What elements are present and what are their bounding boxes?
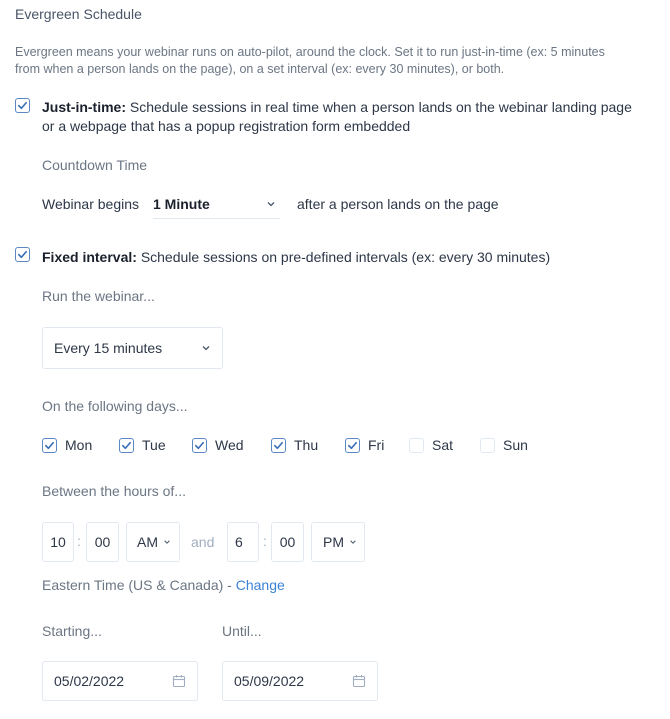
check-icon [17, 100, 28, 111]
just-in-time-label-text: Schedule sessions in real time when a person lands on the webinar landing page or a webpage that has a popup registration form embedded [42, 99, 632, 134]
day-thu-label: Thu [294, 437, 319, 453]
end-date-input[interactable] [222, 661, 378, 701]
day-sun-checkbox[interactable] [480, 438, 495, 453]
just-in-time-checkbox[interactable] [15, 98, 30, 113]
day-thu-checkbox[interactable] [271, 438, 286, 453]
day-sat-checkbox[interactable] [409, 438, 424, 453]
end-ampm-value: PM [323, 534, 344, 550]
check-icon [273, 440, 284, 451]
start-date-value: 05/02/2022 [54, 673, 125, 689]
interval-select-value: Every 15 minutes [54, 340, 163, 356]
calendar-icon [172, 674, 186, 688]
check-icon [347, 440, 358, 451]
end-ampm-select[interactable] [311, 522, 365, 562]
countdown-select[interactable] [153, 189, 280, 219]
chevron-down-icon [163, 538, 171, 546]
start-ampm-value: AM [137, 534, 158, 550]
hours-label: Between the hours of... [42, 483, 186, 499]
start-minute-input[interactable]: 00 [86, 522, 119, 562]
end-minute-input[interactable]: 00 [271, 522, 304, 562]
chevron-down-icon [201, 343, 211, 353]
calendar-icon [352, 674, 366, 688]
day-mon-checkbox[interactable] [42, 438, 57, 453]
day-tue-label: Tue [142, 437, 166, 453]
day-sun[interactable] [480, 437, 528, 453]
day-sat-label: Sat [432, 437, 454, 453]
fixed-interval-label [42, 248, 632, 267]
section-description: Evergreen means your webinar runs on auto-pilot, around the clock. Set it to run just-in-time (ex: 5 minutes from when a person lands on the page), on a set interval (ex: every 30 minutes), or both. [15, 45, 605, 76]
end-hour-input[interactable]: 6 [227, 522, 259, 562]
timezone-row [42, 577, 285, 593]
fixed-interval-label-text: Schedule sessions on pre-defined intervals (ex: every 30 minutes) [140, 249, 551, 265]
time-separator: : [263, 533, 267, 549]
day-mon[interactable] [42, 437, 92, 453]
check-icon [44, 440, 55, 451]
fixed-interval-label-bold: Fixed interval: [42, 249, 137, 265]
check-icon [121, 440, 132, 451]
day-mon-label: Mon [65, 437, 93, 453]
day-thu[interactable] [271, 437, 318, 453]
days-label: On the following days... [42, 398, 188, 414]
starting-label: Starting... [42, 623, 102, 639]
webinar-begins-suffix: after a person lands on the page [297, 196, 499, 212]
countdown-select-value: 1 Minute [153, 195, 210, 212]
day-wed[interactable] [192, 437, 244, 453]
day-sat[interactable] [409, 437, 453, 453]
chevron-down-icon [349, 538, 357, 546]
section-title: Evergreen Schedule [15, 6, 142, 22]
day-fri-checkbox[interactable] [345, 438, 360, 453]
time-and-label: and [191, 534, 215, 550]
time-separator: : [77, 533, 81, 549]
chevron-down-icon [266, 199, 276, 209]
check-icon [17, 249, 28, 260]
start-hour-input[interactable]: 10 [42, 522, 74, 562]
webinar-begins-label: Webinar begins [42, 196, 140, 212]
day-fri[interactable] [345, 437, 384, 453]
day-tue[interactable] [119, 437, 166, 453]
countdown-time-label: Countdown Time [42, 157, 148, 173]
check-icon [194, 440, 205, 451]
day-tue-checkbox[interactable] [119, 438, 134, 453]
until-label: Until... [222, 623, 262, 639]
just-in-time-label-bold: Just-in-time: [42, 99, 126, 115]
start-date-input[interactable] [42, 661, 198, 701]
start-ampm-select[interactable] [126, 522, 180, 562]
day-wed-checkbox[interactable] [192, 438, 207, 453]
end-date-value: 05/09/2022 [234, 673, 305, 689]
day-wed-label: Wed [215, 437, 244, 453]
day-fri-label: Fri [368, 437, 385, 453]
run-webinar-label: Run the webinar... [42, 288, 155, 304]
interval-select[interactable] [42, 327, 223, 369]
timezone-change-link[interactable]: Change [235, 577, 285, 593]
just-in-time-label [42, 98, 632, 136]
timezone-text: Eastern Time (US & Canada) - [42, 577, 236, 593]
day-sun-label: Sun [503, 437, 528, 453]
fixed-interval-checkbox[interactable] [15, 247, 30, 262]
